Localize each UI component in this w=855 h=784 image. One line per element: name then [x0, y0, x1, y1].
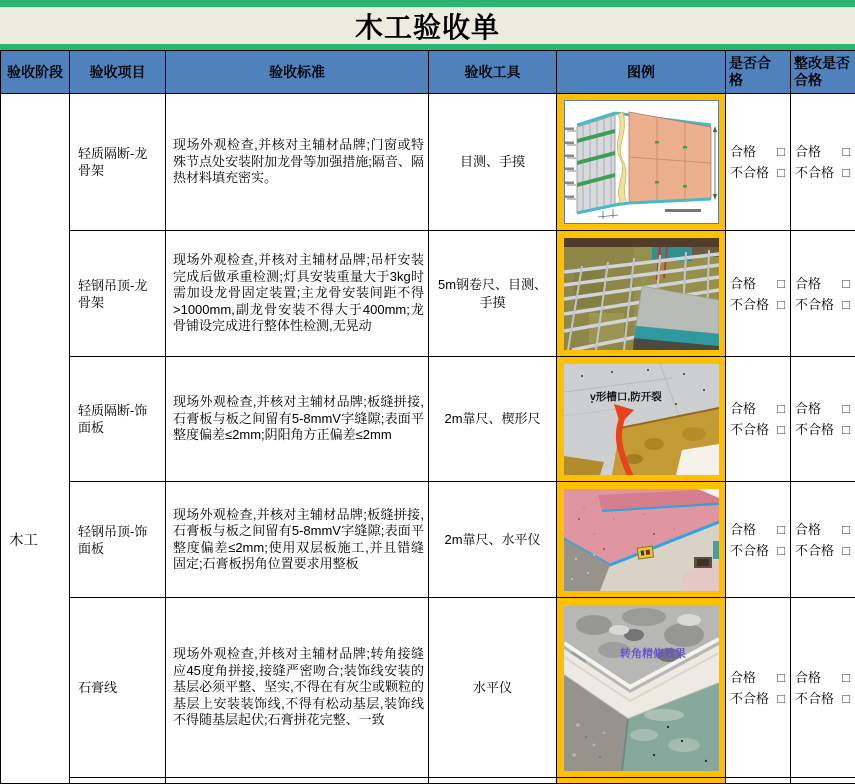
pass-option: 合格 □: [795, 275, 850, 291]
pass-check-cell: [726, 598, 791, 778]
standard-cell: 现场外观检查,并核对主辅材品牌;门窗或特殊节点处安装附加龙骨等加强措施;隔音、隔热材料填充密实。: [166, 94, 429, 231]
v-groove-annotation: v形槽口,防开裂: [589, 390, 662, 403]
checkbox-icon[interactable]: □: [777, 165, 785, 180]
checkbox-icon[interactable]: □: [777, 542, 785, 558]
pass-check-cell: [726, 231, 791, 357]
pass-option: 合格 □: [730, 144, 785, 159]
stage-cell: 木工: [1, 94, 70, 784]
tool-cell: 水平仪: [429, 598, 557, 778]
tool-cell: 目测、手摸: [429, 94, 557, 231]
fail-option: 不合格 □: [795, 296, 850, 312]
checkbox-icon[interactable]: □: [777, 144, 785, 159]
legend-cell: [557, 357, 726, 482]
fail-option: 不合格 □: [795, 165, 850, 180]
partial-row-cell: [166, 778, 429, 784]
checkbox-icon[interactable]: □: [777, 521, 785, 537]
checkbox-icon[interactable]: □: [842, 422, 850, 437]
legend-cell: [557, 231, 726, 357]
fail-option: 不合格 □: [730, 296, 785, 312]
partial-row-cell: [429, 778, 557, 784]
checkbox-icon[interactable]: □: [777, 422, 785, 437]
checkbox-icon[interactable]: □: [842, 542, 850, 558]
standard-cell: 现场外观检查,并核对主辅材品牌;板缝拼接,石膏板与板之间留有5-8mmV字缝隙;表面平整度偏差≤2mm;阴阳角方正偏差≤2mm: [166, 357, 429, 482]
header-cell-stage: 验收阶段: [1, 51, 70, 94]
title-band: [0, 0, 855, 50]
fail-option: 不合格 □: [730, 690, 785, 706]
pass-option: 合格 □: [795, 144, 850, 159]
rework-check-cell: [791, 598, 855, 778]
pass-option: 合格 □: [730, 521, 785, 537]
item-cell: 石膏线: [70, 598, 166, 778]
fail-option: 不合格 □: [730, 422, 785, 437]
pink-gypsum-ceiling-photo: [564, 489, 719, 591]
header-cell-pass: 是否合格: [726, 51, 791, 94]
checkbox-icon[interactable]: □: [777, 275, 785, 291]
fail-option: 不合格 □: [795, 422, 850, 437]
checkbox-icon[interactable]: □: [842, 275, 850, 291]
fail-option: 不合格 □: [730, 165, 785, 180]
legend-cell: [557, 598, 726, 778]
partial-row-cell: [557, 778, 726, 784]
checkbox-icon[interactable]: □: [842, 296, 850, 312]
checkbox-icon[interactable]: □: [842, 521, 850, 537]
pass-option: 合格 □: [730, 401, 785, 416]
standard-cell: 现场外观检查,并核对主辅材品牌;吊杆安装完成后做承重检测;灯具安装重量大于3kg时需加设龙骨固定装置;主龙骨安装间距不得>1000mm,副龙骨安装不得大于400mm;龙骨铺设完成进行整体性检测,无晃动: [166, 231, 429, 357]
tool-cell: 5m钢卷尺、目测、手摸: [429, 231, 557, 357]
header-cell-item: 验收项目: [70, 51, 166, 94]
item-cell: 轻钢吊顶-饰面板: [70, 482, 166, 598]
checkbox-icon[interactable]: □: [842, 165, 850, 180]
pass-check-cell: [726, 482, 791, 598]
item-cell: 轻钢吊顶-龙骨架: [70, 231, 166, 357]
checkbox-icon[interactable]: □: [777, 669, 785, 685]
header-cell-standard: 验收标准: [166, 51, 429, 94]
checkbox-icon[interactable]: □: [777, 401, 785, 416]
plaster-cornice-corner-photo: [564, 605, 719, 771]
header-cell-rework: 整改是否合格: [791, 51, 855, 94]
pass-option: 合格 □: [730, 275, 785, 291]
pass-check-cell: [726, 357, 791, 482]
page-title: 木工验收单: [354, 11, 500, 43]
item-cell: 轻质隔断-饰面板: [70, 357, 166, 482]
rework-check-cell: [791, 357, 855, 482]
ceiling-steel-keel-photo: [564, 238, 719, 350]
partial-row-cell: [726, 778, 791, 784]
checkbox-icon[interactable]: □: [842, 144, 850, 159]
header-cell-legend: 图例: [557, 51, 726, 94]
tool-cell: 2m靠尺、楔形尺: [429, 357, 557, 482]
partition-diagram-svg: [565, 101, 718, 223]
pass-check-cell: [726, 94, 791, 231]
pass-option: 合格 □: [795, 521, 850, 537]
partial-row-cell: [70, 778, 166, 784]
checkbox-icon[interactable]: □: [842, 401, 850, 416]
pass-option: 合格 □: [795, 669, 850, 685]
fail-option: 不合格 □: [795, 690, 850, 706]
checkbox-icon[interactable]: □: [777, 296, 785, 312]
pass-option: 合格 □: [730, 669, 785, 685]
fail-option: 不合格 □: [730, 542, 785, 558]
pass-option: 合格 □: [795, 401, 850, 416]
v-groove-ceiling-photo: [564, 364, 719, 475]
partial-row-cell: [791, 778, 855, 784]
standard-cell: 现场外观检查,并核对主辅材品牌;转角接缝应45度角拼接,接缝严密吻合;装饰线安装的基层必须平整、坚实,不得在有灰尘或颗粒的基层上安装装饰线,不得有松动基层,装饰线不得随基层起伏;石膏拼花完整、一致: [166, 598, 429, 778]
legend-cell: [557, 94, 726, 231]
checkbox-icon[interactable]: □: [777, 690, 785, 706]
checkbox-icon[interactable]: □: [842, 669, 850, 685]
fail-option: 不合格 □: [795, 542, 850, 558]
item-cell: 轻质隔断-龙骨架: [70, 94, 166, 231]
partition-framework-diagram: [564, 100, 719, 224]
rework-check-cell: [791, 94, 855, 231]
rework-check-cell: [791, 231, 855, 357]
checkbox-icon[interactable]: □: [842, 690, 850, 706]
standard-cell: 现场外观检查,并核对主辅材品牌;板缝拼接,石膏板与板之间留有5-8mmV字缝隙;表面平整度偏差≤2mm;使用双层板施工,并且错缝固定;石膏板拐角位置要求用整板: [166, 482, 429, 598]
acceptance-table: [0, 50, 855, 784]
tool-cell: 2m靠尺、水平仪: [429, 482, 557, 598]
legend-cell: [557, 482, 726, 598]
rework-check-cell: [791, 482, 855, 598]
cornice-annotation: 转角精修效果: [619, 647, 686, 660]
header-cell-tool: 验收工具: [429, 51, 557, 94]
